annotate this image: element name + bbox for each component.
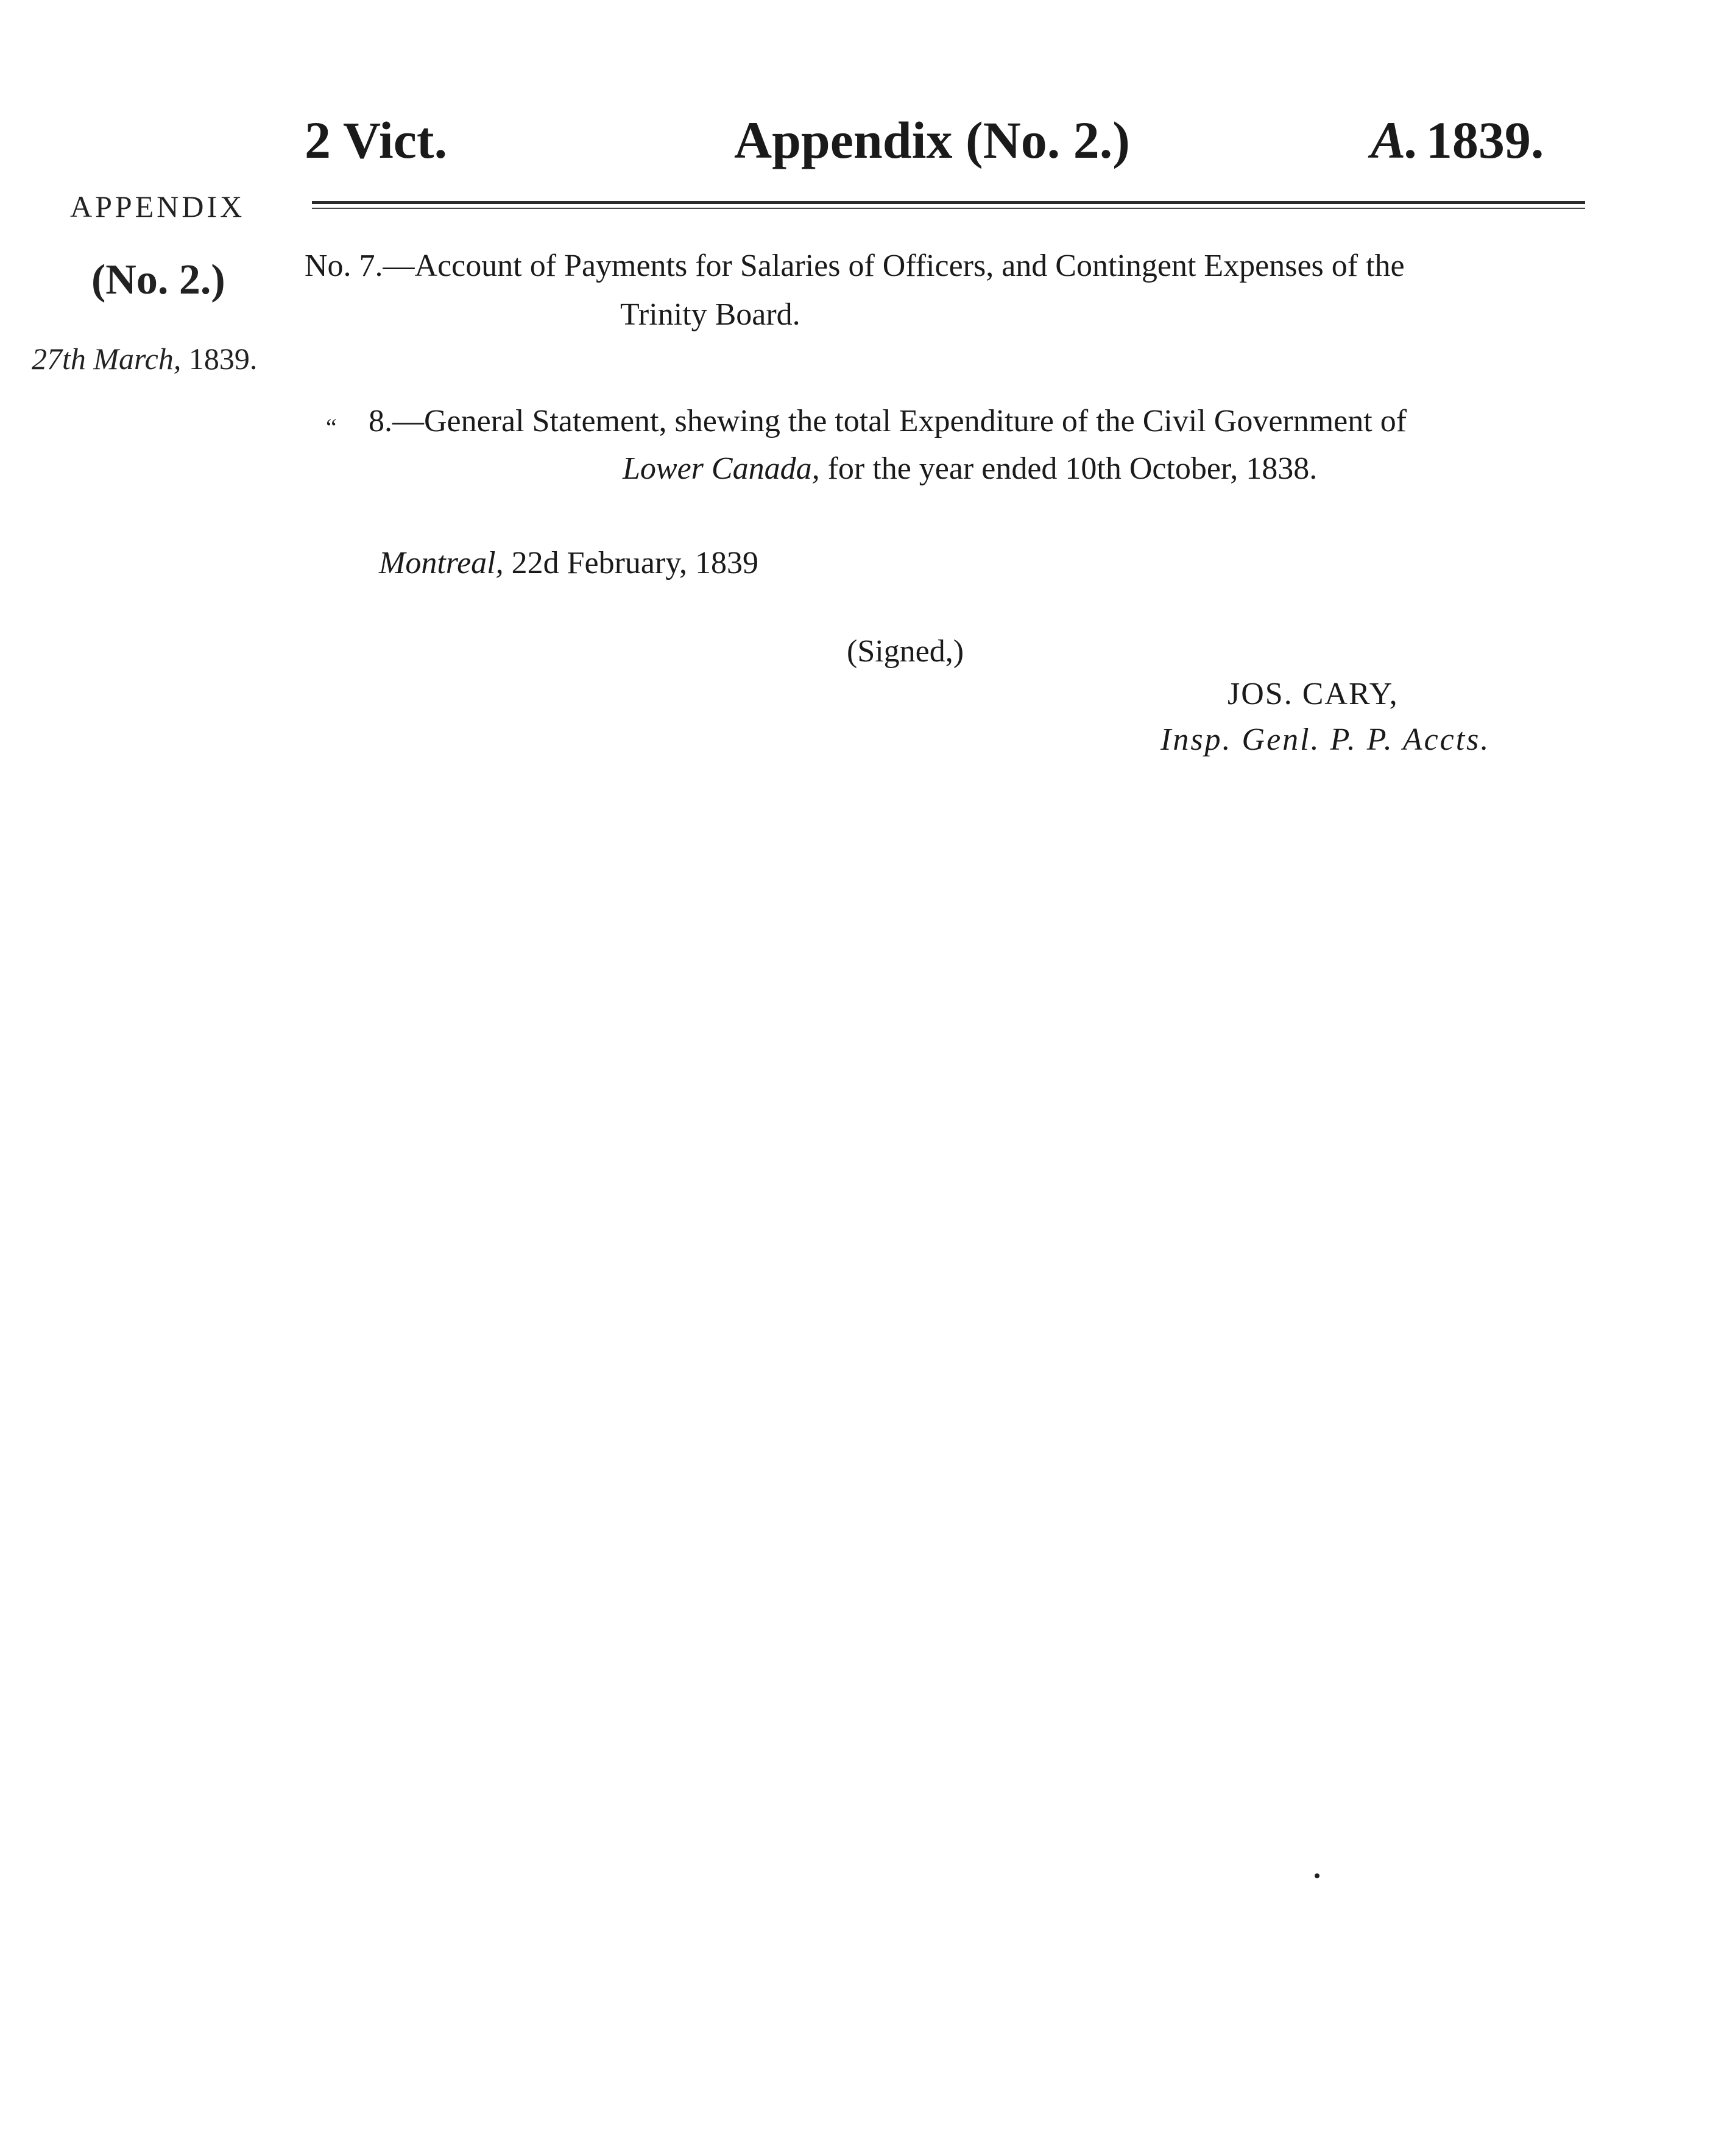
header-rule bbox=[312, 201, 1585, 204]
signed-label: (Signed,) bbox=[847, 634, 964, 669]
dateline-date: 22d February, 1839 bbox=[511, 546, 758, 580]
signatory-title: Insp. Genl. P. P. Accts. bbox=[1161, 722, 1491, 757]
item-8-place: Lower Canada, bbox=[623, 451, 820, 486]
header-title: Appendix (No. 2.) bbox=[734, 111, 1130, 169]
margin-date-day: 27th March, bbox=[32, 342, 182, 376]
header-year-value: 1839. bbox=[1425, 111, 1544, 169]
header-year-letter: A. bbox=[1371, 111, 1419, 169]
signatory-name: JOS. CARY, bbox=[1228, 677, 1399, 711]
margin-date-year: 1839. bbox=[188, 342, 258, 376]
item-7-text-cont: Trinity Board. bbox=[620, 297, 800, 332]
header-session: 2 Vict. bbox=[305, 111, 448, 169]
item-8-text-cont bbox=[623, 449, 1317, 488]
header-rule-thin bbox=[312, 208, 1585, 209]
margin-date bbox=[32, 341, 257, 376]
item-8-period: for the year ended 10th October, 1838. bbox=[827, 451, 1318, 486]
item-7-text: No. 7.—Account of Payments for Salaries of Officers, and Contingent Expenses of the bbox=[305, 248, 1405, 283]
margin-appendix-number: (No. 2.) bbox=[91, 256, 225, 303]
ditto-mark: “ bbox=[326, 414, 337, 441]
margin-appendix-label: APPENDIX bbox=[70, 189, 246, 224]
dateline bbox=[379, 545, 758, 581]
scan-speck bbox=[1315, 1873, 1319, 1878]
item-8-text: 8.—General Statement, shewing the total Expenditure of the Civil Government of bbox=[369, 404, 1407, 439]
header-year bbox=[1371, 110, 1544, 171]
dateline-place: Montreal, bbox=[379, 546, 504, 580]
